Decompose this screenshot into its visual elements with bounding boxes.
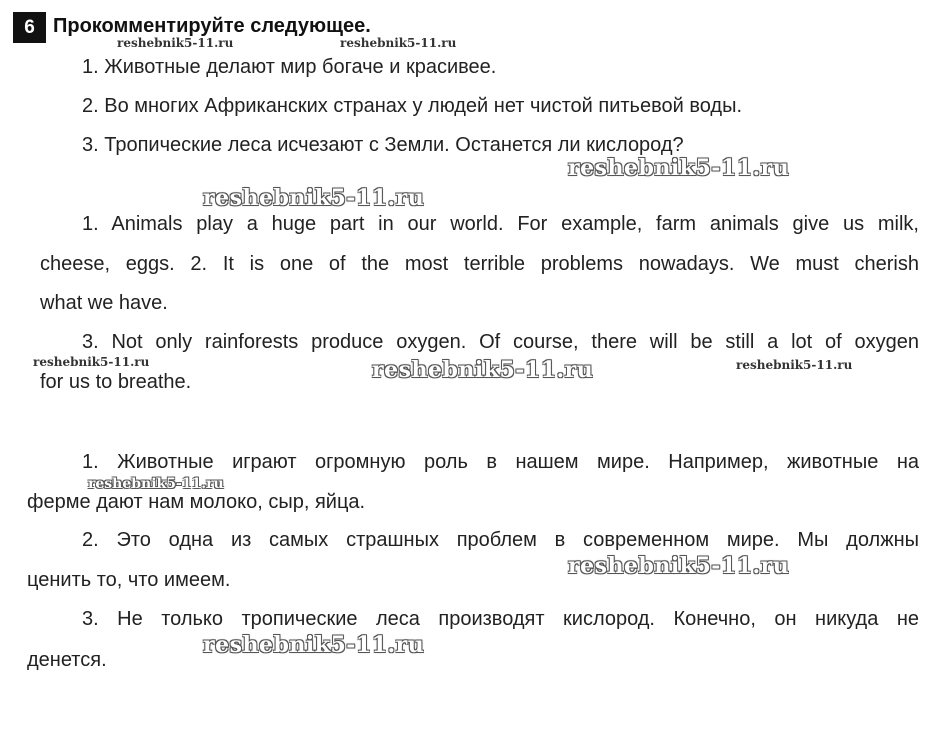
watermark: reshebnik5-11.ru — [203, 632, 425, 658]
statement-2: 2. Во многих Африканских странах у людей нет чистой питьевой воды. — [82, 95, 743, 117]
translation-line-1: 1. Животные играют огромную роль в нашем мире. Например, животные на — [82, 451, 919, 473]
exercise-title: Прокомментируйте следующее. — [53, 15, 371, 37]
translation-line-5: 3. Не только тропические леса производят кислород. Конечно, он никуда не — [82, 608, 919, 630]
statement-3: 3. Тропические леса исчезают с Земли. Останется ли кислород? — [82, 134, 684, 156]
watermark: reshebnik5-11.ru — [736, 358, 853, 372]
translation-line-3: 2. Это одна из самых страшных проблем в современном мире. Мы должны — [82, 529, 919, 551]
watermark: reshebnik5-11.ru — [340, 36, 457, 50]
translation-line-2: ферме дают нам молоко, сыр, яйца. — [27, 491, 366, 513]
watermark: reshebnik5-11.ru — [88, 476, 224, 492]
answer-en-line-3: what we have. — [40, 292, 168, 314]
answer-en-line-1: 1. Animals play a huge part in our world. For example, farm animals give us milk, — [82, 213, 919, 235]
statement-1: 1. Животные делают мир богаче и красивее. — [82, 56, 497, 78]
watermark: reshebnik5-11.ru — [568, 553, 790, 579]
answer-en-line-4: 3. Not only rainforests produce oxygen. Of course, there will be still a lot of oxygen — [82, 331, 919, 353]
translation-line-4: ценить то, что имеем. — [27, 569, 231, 591]
translation-line-6: денется. — [27, 649, 107, 671]
exercise-number-badge: 6 — [13, 12, 46, 43]
watermark: reshebnik5-11.ru — [372, 357, 594, 383]
watermark: reshebnik5-11.ru — [117, 36, 234, 50]
answer-en-line-2: cheese, eggs. 2. It is one of the most terrible problems nowadays. We must cherish — [40, 253, 919, 275]
watermark: reshebnik5-11.ru — [203, 185, 425, 211]
watermark: reshebnik5-11.ru — [33, 355, 150, 369]
answer-en-line-5: for us to breathe. — [40, 371, 192, 393]
watermark: reshebnik5-11.ru — [568, 155, 790, 181]
